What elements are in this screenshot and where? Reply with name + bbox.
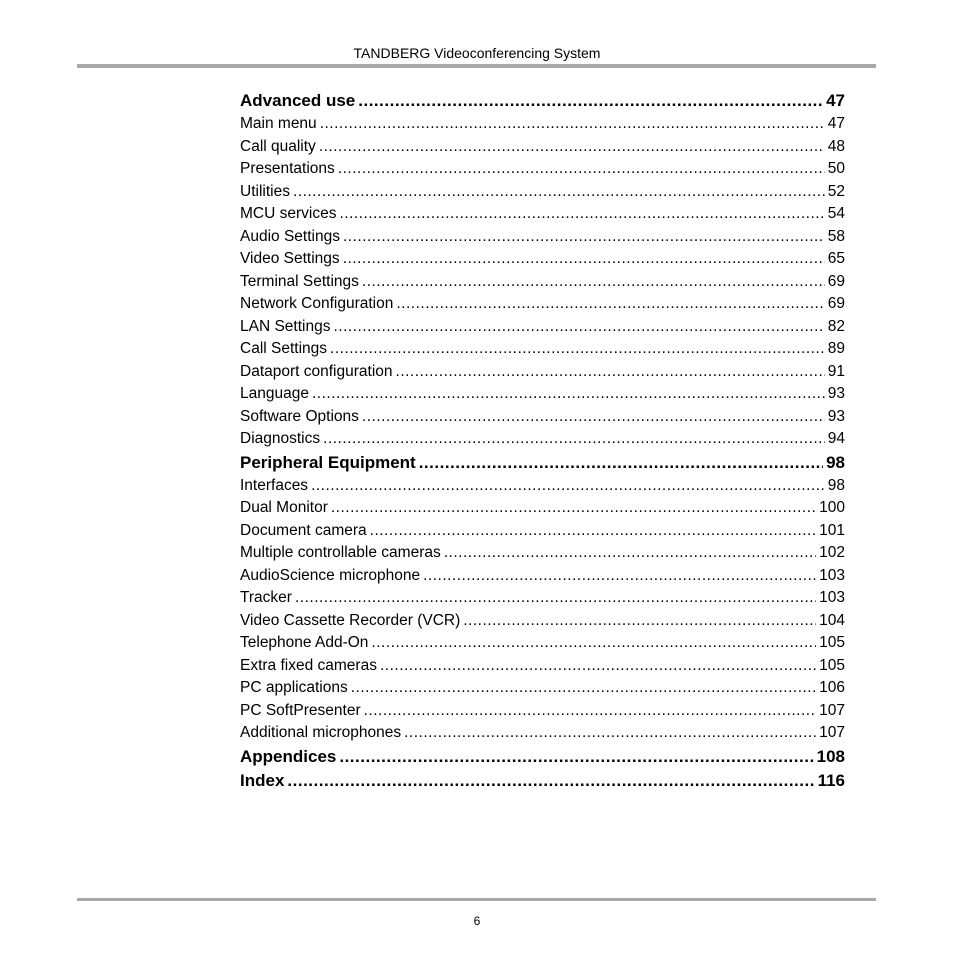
toc-entry-title: Video Cassette Recorder (VCR) <box>240 611 461 629</box>
toc-entry-page: 98 <box>827 476 845 494</box>
toc-entry-page: 82 <box>827 317 845 335</box>
toc-entry[interactable] <box>240 520 845 543</box>
toc-entry-title: Index <box>240 770 285 790</box>
toc-entry-title: Video Settings <box>240 250 340 267</box>
toc-entry-title: Language <box>240 385 309 402</box>
toc-entry-page: 93 <box>827 407 845 425</box>
dot-leader <box>330 338 825 361</box>
toc-entry[interactable] <box>240 181 845 204</box>
dot-leader <box>423 565 816 588</box>
dot-leader <box>320 113 825 136</box>
toc-entry-title: Diagnostics <box>240 430 321 447</box>
dot-leader <box>444 542 816 565</box>
toc-entry-title: Multiple controllable cameras <box>240 544 441 561</box>
dot-leader <box>339 745 813 769</box>
dot-leader <box>293 181 825 204</box>
toc-entry-page: 100 <box>819 499 845 516</box>
dot-leader <box>311 475 825 498</box>
toc-entry[interactable] <box>240 655 845 678</box>
toc-entry[interactable] <box>240 271 845 294</box>
toc-entry[interactable] <box>240 248 845 271</box>
toc-entry-page: 69 <box>827 272 845 290</box>
toc-entry-page: 116 <box>817 770 845 790</box>
dot-leader <box>370 520 816 543</box>
toc-entry[interactable] <box>240 406 845 429</box>
dot-leader <box>287 769 814 793</box>
toc-entry-title: Interfaces <box>240 476 309 494</box>
toc-entry[interactable] <box>240 158 845 181</box>
toc-entry-page: 101 <box>819 521 845 539</box>
toc-entry-page: 103 <box>819 566 845 584</box>
toc-entry-page: 48 <box>827 137 845 155</box>
toc-entry-page: 107 <box>819 701 845 719</box>
toc-entry[interactable] <box>240 475 845 498</box>
toc-entry[interactable] <box>240 361 845 384</box>
toc-entry-page: 104 <box>819 611 845 629</box>
toc-entry[interactable] <box>240 113 845 136</box>
dot-leader <box>404 722 816 745</box>
toc-section-entry[interactable] <box>240 745 845 769</box>
toc-entry-page: 47 <box>827 115 845 132</box>
toc-entry[interactable] <box>240 203 845 226</box>
toc-section-entry[interactable] <box>240 769 845 793</box>
dot-leader <box>323 428 825 451</box>
dot-leader <box>358 89 823 113</box>
toc-entry-title: Audio Settings <box>240 227 340 245</box>
page-number: 6 <box>473 914 481 928</box>
toc-entry-page: 54 <box>827 205 845 222</box>
toc-entry-title: MCU services <box>240 205 337 222</box>
toc-entry-title: Terminal Settings <box>240 272 359 290</box>
toc-section-entry[interactable] <box>240 89 845 113</box>
toc-entry-title: Additional microphones <box>240 724 402 741</box>
dot-leader <box>362 406 825 429</box>
toc-entry[interactable] <box>240 428 845 451</box>
toc-entry-page: 89 <box>827 340 845 357</box>
toc-entry-title: Dual Monitor <box>240 499 328 516</box>
toc-entry[interactable] <box>240 293 845 316</box>
footer-divider <box>77 898 876 901</box>
dot-leader <box>380 655 816 678</box>
toc-entry[interactable] <box>240 587 845 610</box>
toc-entry-title: Document camera <box>240 521 367 539</box>
toc-entry-title: Software Options <box>240 407 359 425</box>
toc-entry[interactable] <box>240 632 845 655</box>
toc-entry[interactable] <box>240 677 845 700</box>
toc-entry-title: PC SoftPresenter <box>240 701 361 719</box>
toc-entry-title: AudioScience microphone <box>240 566 421 584</box>
toc-entry-page: 108 <box>816 746 845 766</box>
toc-entry-page: 105 <box>819 634 845 651</box>
dot-leader <box>343 226 825 249</box>
toc-entry-page: 105 <box>819 656 845 674</box>
toc-entry[interactable] <box>240 338 845 361</box>
toc-entry-title: Utilities <box>240 182 290 200</box>
dot-leader <box>364 700 817 723</box>
toc-entry-title: Appendices <box>240 746 337 766</box>
toc-entry-page: 47 <box>826 91 845 110</box>
toc-entry[interactable] <box>240 700 845 723</box>
toc-entry-title: Peripheral Equipment <box>240 452 416 472</box>
dot-leader <box>396 361 825 384</box>
toc-entry-page: 103 <box>819 589 845 606</box>
toc-entry[interactable] <box>240 226 845 249</box>
dot-leader <box>338 158 825 181</box>
toc-section-entry[interactable] <box>240 451 845 475</box>
table-of-contents <box>240 89 845 793</box>
toc-entry-page: 58 <box>827 227 845 245</box>
header-divider <box>77 64 876 68</box>
dot-leader <box>339 203 824 226</box>
toc-entry-page: 98 <box>826 452 845 472</box>
toc-entry-title: Main menu <box>240 115 317 132</box>
dot-leader <box>295 587 816 610</box>
dot-leader <box>371 632 816 655</box>
toc-entry-title: Call Settings <box>240 340 328 357</box>
toc-entry-title: LAN Settings <box>240 317 331 335</box>
toc-entry-page: 52 <box>827 182 845 200</box>
toc-entry-title: Tracker <box>240 589 292 606</box>
toc-entry-title: Presentations <box>240 160 335 177</box>
toc-entry-page: 94 <box>827 430 845 447</box>
toc-entry-title: Extra fixed cameras <box>240 656 377 674</box>
dot-leader <box>463 610 816 633</box>
dot-leader <box>343 248 825 271</box>
toc-entry-title: Call quality <box>240 137 316 155</box>
dot-leader <box>362 271 825 294</box>
dot-leader <box>351 677 816 700</box>
toc-entry-title: PC applications <box>240 679 348 696</box>
toc-entry-page: 93 <box>827 385 845 402</box>
toc-entry-title: Dataport configuration <box>240 362 393 380</box>
toc-entry-page: 50 <box>827 160 845 177</box>
toc-entry[interactable] <box>240 316 845 339</box>
toc-entry[interactable] <box>240 722 845 745</box>
page-header: TANDBERG Videoconferencing System <box>353 45 601 61</box>
dot-leader <box>419 451 823 475</box>
toc-entry-page: 65 <box>827 250 845 267</box>
dot-leader <box>396 293 824 316</box>
toc-entry-page: 91 <box>827 362 845 380</box>
toc-entry[interactable] <box>240 565 845 588</box>
dot-leader <box>331 497 816 520</box>
toc-entry[interactable] <box>240 610 845 633</box>
toc-entry[interactable] <box>240 136 845 159</box>
dot-leader <box>312 383 825 406</box>
toc-entry-page: 106 <box>819 679 845 696</box>
toc-entry[interactable] <box>240 497 845 520</box>
toc-entry[interactable] <box>240 542 845 565</box>
toc-entry-title: Network Configuration <box>240 295 394 312</box>
toc-entry-page: 107 <box>819 724 845 741</box>
dot-leader <box>319 136 825 159</box>
toc-entry-page: 69 <box>827 295 845 312</box>
dot-leader <box>333 316 824 339</box>
toc-entry[interactable] <box>240 383 845 406</box>
toc-entry-title: Telephone Add-On <box>240 634 369 651</box>
toc-entry-title: Advanced use <box>240 91 356 110</box>
toc-entry-page: 102 <box>819 544 845 561</box>
